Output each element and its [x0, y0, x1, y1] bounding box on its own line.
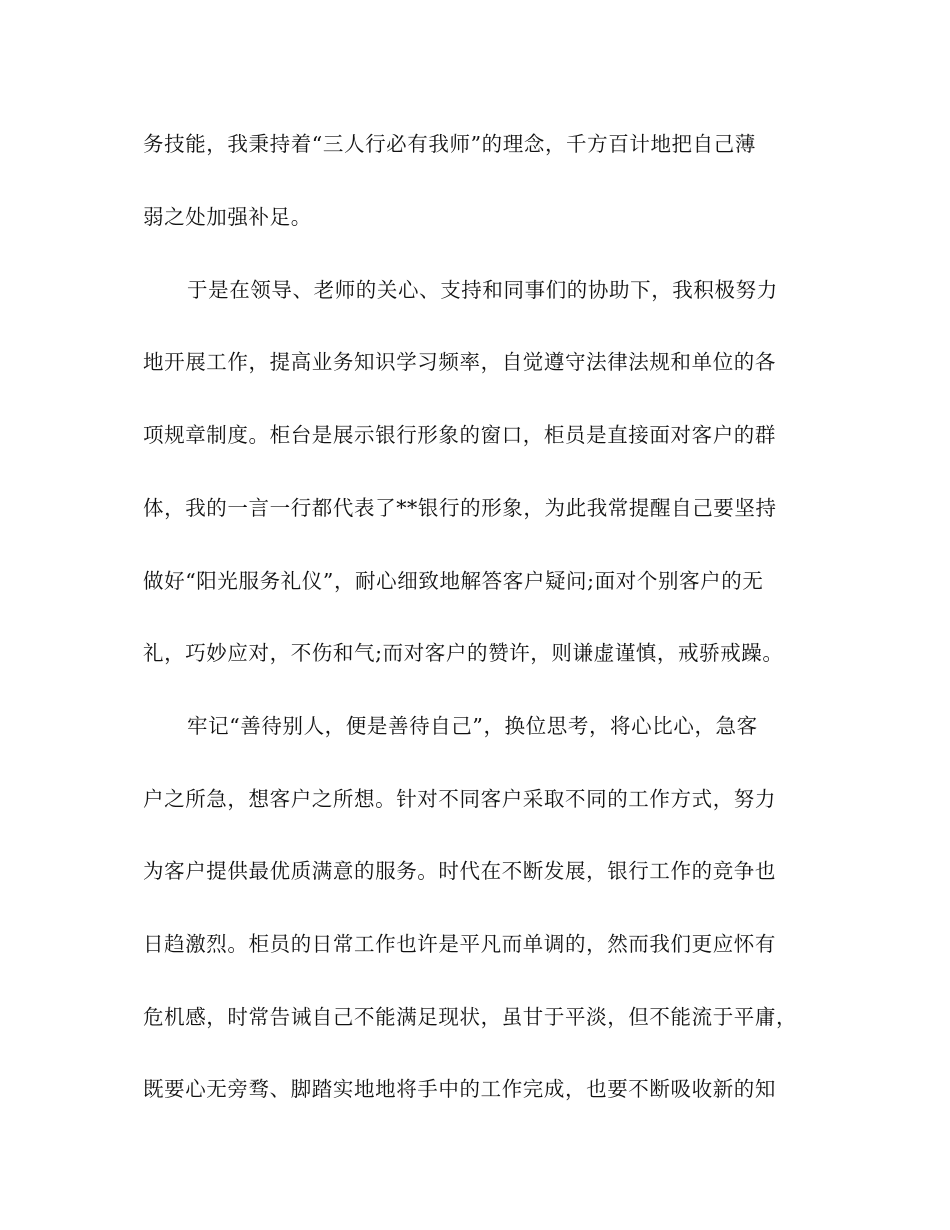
paragraph-first-line: 牢记“善待别人，便是善待自己”，换位思考，将心比心，急客: [187, 714, 758, 738]
text-line: 务技能，我秉持着“三人行必有我师”的理念，千方百计地把自己薄: [143, 132, 756, 156]
paragraph-first-line: 于是在领导、老师的关心、支持和同事们的协助下，我积极努力: [187, 278, 778, 302]
text-line: 既要心无旁骛、脚踏实地地将手中的工作完成，也要不断吸收新的知: [143, 1077, 776, 1101]
text-line: 为客户提供最优质满意的服务。时代在不断发展，银行工作的竞争也: [143, 859, 776, 883]
text-line: 危机感，时常告诫自己不能满足现状，虽甘于平淡，但不能流于平庸，: [143, 1005, 798, 1029]
text-line: 项规章制度。柜台是展示银行形象的窗口，柜员是直接面对客户的群: [143, 423, 776, 447]
text-line: 做好“阳光服务礼仪”，耐心细致地解答客户疑问;面对个别客户的无: [143, 569, 764, 593]
text-line: 地开展工作，提高业务知识学习频率，自觉遵守法律法规和单位的各: [143, 350, 776, 374]
text-line: 体，我的一言一行都代表了**银行的形象，为此我常提醒自己要坚持: [143, 496, 777, 520]
text-line: 弱之处加强补足。: [143, 205, 312, 229]
text-line: 户之所急，想客户之所想。针对不同客户采取不同的工作方式，努力: [143, 787, 776, 811]
text-line: 礼，巧妙应对，不伤和气;而对客户的赞许，则谦虚谨慎，戒骄戒躁。: [143, 641, 784, 665]
text-line: 日趋激烈。柜员的日常工作也许是平凡而单调的，然而我们更应怀有: [143, 932, 776, 956]
